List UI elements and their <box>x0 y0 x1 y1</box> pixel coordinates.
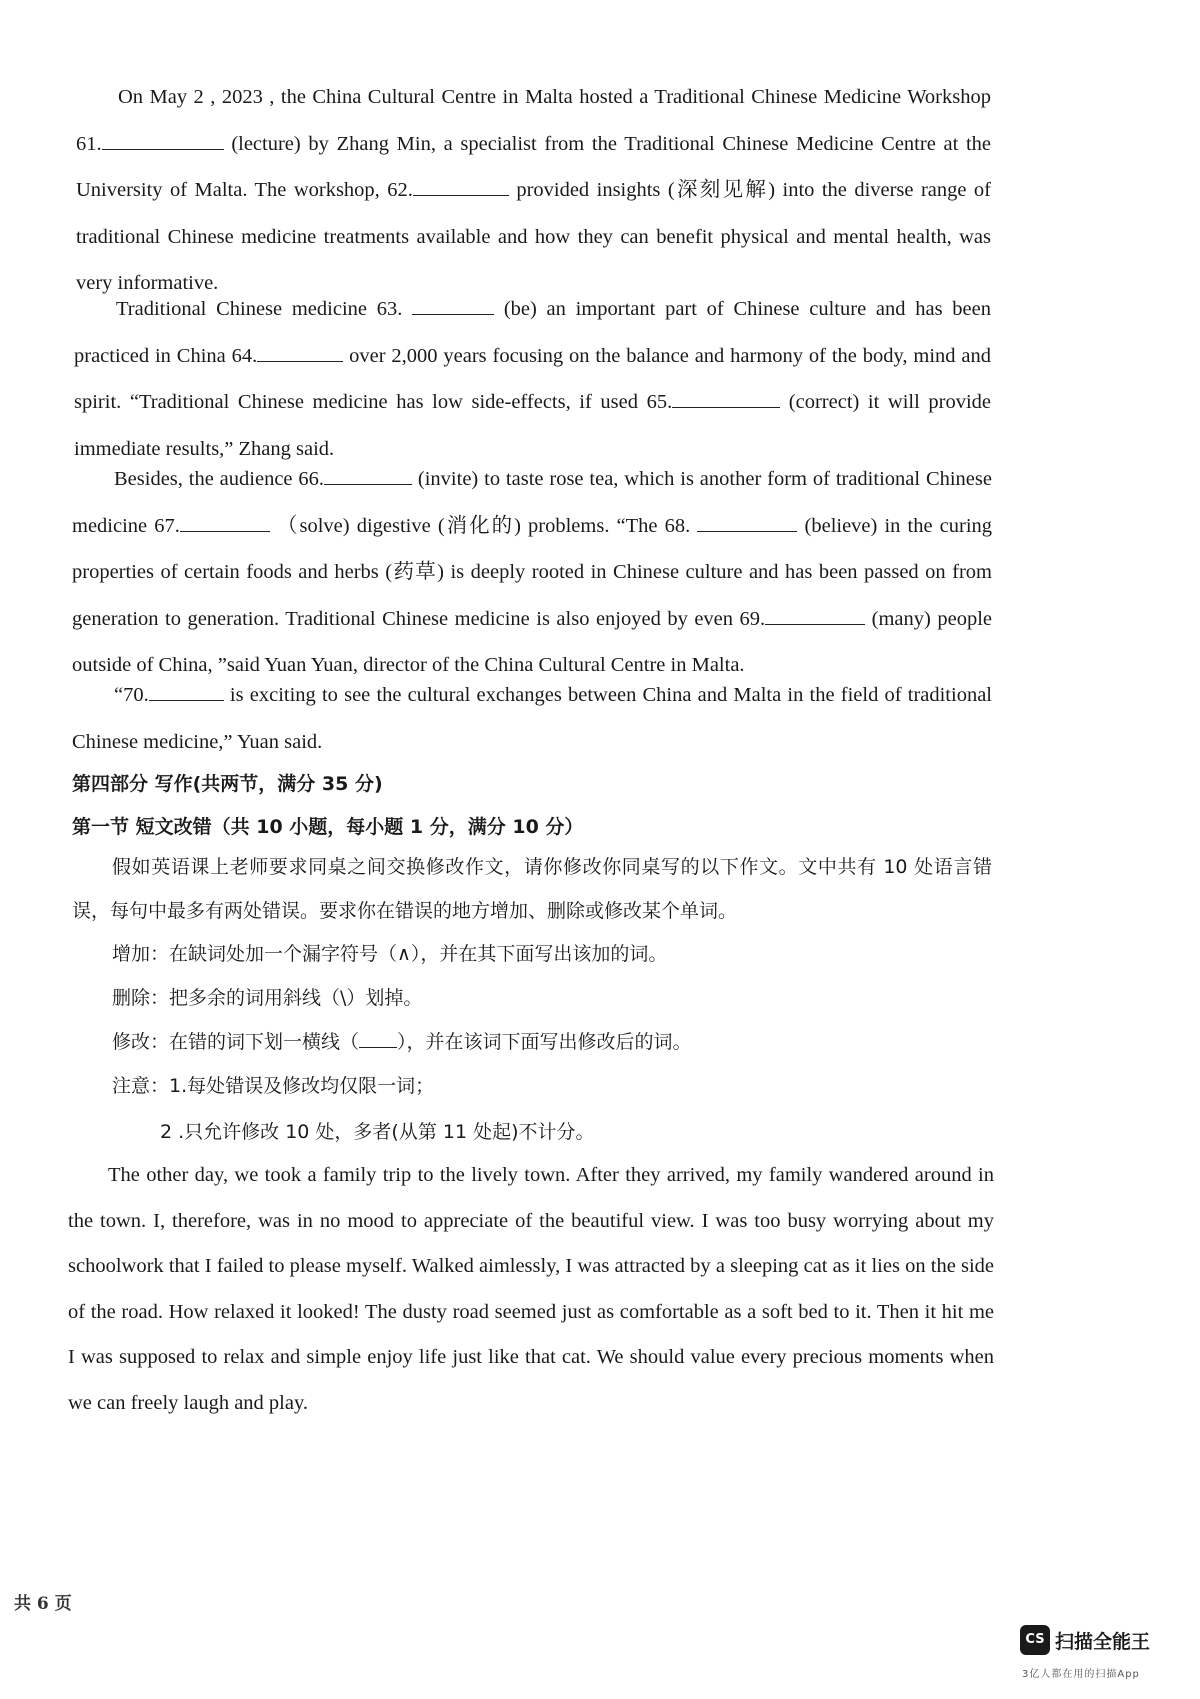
passage-paragraph-4 <box>72 672 992 765</box>
answer-blank-67[interactable] <box>180 510 270 532</box>
answer-blank-64[interactable] <box>257 340 343 362</box>
section-subtitle: 第一节 短文改错（共 10 小题，每小题 1 分，满分 10 分） <box>72 816 584 838</box>
question-number-65: 65. <box>646 391 673 413</box>
passage-text: (invite) to taste rose tea, which is another form of traditional Chinese medicine <box>72 468 992 537</box>
scanner-watermark <box>1020 1625 1180 1685</box>
passage-text: (correct) it will provide immediate results,” Zhang said. <box>74 391 992 460</box>
passage-text: provided insights (深刻见解) into the diverse range of traditional Chinese medicine treatments available and how they can benefit physical and mental health, was very informative. <box>76 179 991 294</box>
answer-blank-68[interactable] <box>697 510 797 532</box>
watermark-subtitle: 3亿人都在用的扫描App <box>1022 1669 1140 1680</box>
passage-paragraph-3 <box>72 456 992 689</box>
camscanner-logo-icon: CS <box>1020 1625 1050 1655</box>
question-number-70: “70. <box>114 684 149 706</box>
answer-blank-66[interactable] <box>324 464 412 486</box>
passage-text: (lecture) by Zhang Min, a specialist from the Traditional Chinese Medicine Centre at the University of Malta. The workshop, <box>76 132 992 201</box>
page-count: 共 6 页 <box>14 1594 72 1614</box>
passage-paragraph-2 <box>74 286 991 472</box>
passage-text: （solve) digestive (消化的) problems. “The <box>277 514 665 537</box>
question-number-69: 69. <box>739 607 766 630</box>
question-number-63: 63. <box>376 298 403 320</box>
passage-text: (many) people outside of China, ”said Yuan Yuan, director of the China Cultural Centre in Malta. <box>72 607 992 676</box>
passage-text: (believe) in the curing properties of certain foods and herbs (药草) is deeply rooted in Chinese culture and has been passed on from generation to generation. Traditional Chinese medicine is also enjoyed by even <box>72 514 993 630</box>
answer-blank-70[interactable] <box>149 680 224 702</box>
instruction-modify: 修改：在错的词下划一横线（ ），并在该词下面写出修改后的词。 <box>112 1031 692 1053</box>
instruction-note-1: 注意：1.每处错误及修改均仅限一词； <box>112 1075 435 1097</box>
question-number-68: 68. <box>664 514 691 537</box>
watermark-title: 扫描全能王 <box>1055 1631 1151 1653</box>
passage-text: (be) an important part of Chinese culture and has been practiced in China <box>74 298 991 367</box>
passage-text: Besides, the audience <box>114 468 299 490</box>
answer-blank-69[interactable] <box>765 603 865 625</box>
answer-blank-61[interactable] <box>102 128 224 150</box>
instruction-add: 增加：在缺词处加一个漏字符号（∧），并在其下面写出该加的词。 <box>112 943 668 965</box>
instructions-text: 假如英语课上老师要求同桌之间交换修改作文，请你修改你同桌写的以下作文。文中共有 10 处语言错误，每句中最多有两处错误。要求你在错误的地方增加、删除或修改某个单词。 <box>72 856 992 922</box>
answer-blank-62[interactable] <box>413 175 509 197</box>
answer-blank-65[interactable] <box>672 387 780 409</box>
passage-text: On May 2 , 2023 , the China Cultural Centre in Malta hosted a Traditional Chinese Medicine Workshop <box>118 86 991 108</box>
question-number-62: 62. <box>387 179 413 201</box>
question-number-64: 64. <box>231 344 258 367</box>
question-number-67: 67. <box>154 514 180 537</box>
question-number-66: 66. <box>298 468 325 490</box>
instruction-delete: 删除：把多余的词用斜线（\）划掉。 <box>112 987 423 1009</box>
passage-text: is exciting to see the cultural exchanges between China and Malta in the field of traditional Chinese medicine,” Yuan said. <box>72 684 992 753</box>
passage-text: over 2,000 years focusing on the balance and harmony of the body, mind and spirit. “Traditional Chinese medicine has low side-effects, if used <box>74 344 992 413</box>
instruction-note-2: 2 .只允许修改 10 处，多者(从第 11 处起)不计分。 <box>160 1121 595 1143</box>
underline-sample <box>359 1032 397 1048</box>
passage-text: Traditional Chinese medicine <box>116 298 377 320</box>
question-number-61: 61. <box>76 132 102 155</box>
passage-paragraph-1 <box>76 74 991 307</box>
essay-text: The other day, we took a family trip to the lively town. After they arrived, my family wandered around in the town. I, therefore, was in no mood to appreciate of the beautiful view. I was too busy worrying about my schoolwork that I failed to please myself. Walked aimlessly, I was attracted by a sleeping cat as it lies on the side of the road. How relaxed it looked! The dusty road seemed just as comfortable as a soft bed to it. Then it hit me I was supposed to relax and simple enjoy life just like that cat. We should value every precious moments when we can freely laugh and play. <box>68 1164 994 1414</box>
section-title: 第四部分 写作(共两节，满分 35 分) <box>72 773 383 795</box>
answer-blank-63[interactable] <box>412 294 494 316</box>
